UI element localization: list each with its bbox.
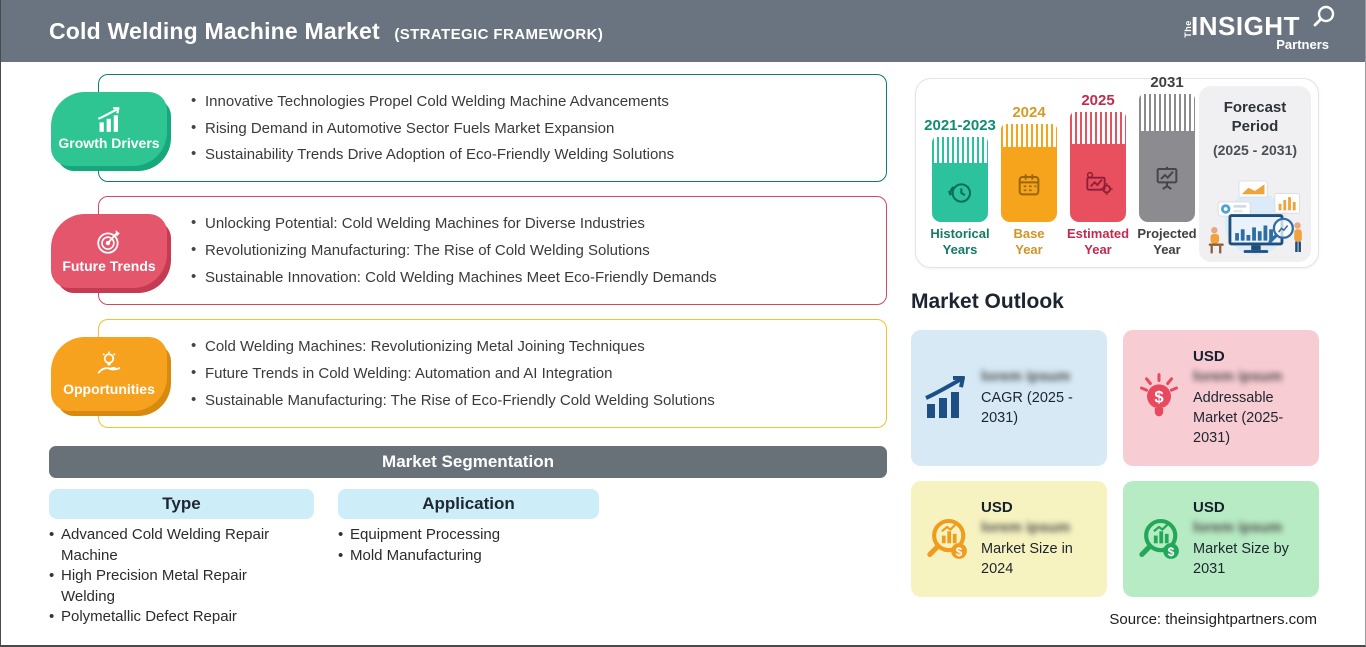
growth-chart-icon [94,107,124,133]
presentation-icon [1151,161,1183,193]
bar-stripe-cap [1139,94,1195,131]
market-magnifier-icon-orange [923,515,971,563]
estimate-chart-icon [1082,167,1114,199]
historical-years-bar [924,117,996,262]
timeline-panel [915,74,1319,268]
future-trend-bullet: • Revolutionizing Manufacturing: The Rise of Cold Welding Solutions [191,242,866,259]
forecast-period-panel [1199,86,1311,262]
market-segmentation-bar [49,446,887,478]
growth-driver-bullet: • Innovative Technologies Propel Cold Welding Machine Advancements [191,93,866,110]
market-size-2031-text [1193,499,1309,579]
application-segment-list [338,525,608,566]
bar-stripe-cap [932,137,988,163]
base-year-value: 2024 [1012,104,1046,121]
forecast-period-range: (2025 - 2031) [1212,142,1298,158]
segment-header-type [49,489,314,519]
cagr-card [911,330,1107,466]
future-trends-pill [51,214,167,288]
opportunities-box [98,319,887,428]
opportunity-bullet: • Sustainable Manufacturing: The Rise of Eco-Friendly Cold Welding Solutions [191,392,866,409]
opportunities-pill [51,337,167,411]
page-subtitle: (STRATEGIC FRAMEWORK) [394,25,604,43]
target-icon [94,228,124,256]
svg-text:$: $ [1167,545,1175,560]
addressable-market-card [1123,330,1319,466]
bar-stripe-cap [1070,112,1126,144]
market-size-2024-card [911,481,1107,597]
bar-body [1001,147,1057,222]
market-magnifier-icon-green [1135,515,1183,563]
bar-body [1070,144,1126,222]
type-segment-list [49,525,299,628]
timeline-bars [924,74,1197,262]
insight-partners-logo [1182,8,1335,54]
market-size-2031-label: Market Size by 2031 [1193,541,1289,577]
estimated-year-value: 2025 [1081,92,1115,109]
segment-header-application [338,489,599,519]
segment-header-type-label: Type [162,494,201,513]
future-trends-box [98,196,887,305]
cagr-card-text [981,368,1097,428]
historical-years-caption: Historical Years [930,226,990,257]
bar-stripe-cap [1001,124,1057,147]
magnifier-icon [1311,5,1337,31]
growth-drivers-label: Growth Drivers [58,135,160,151]
forecast-period-title: Forecast Period [1223,99,1287,135]
bar-chart-arrow-icon [923,376,971,420]
addressable-market-label: Addressable Market (2025-2031) [1193,390,1284,446]
currency-label: USD [981,499,1013,516]
analytics-illustration [1203,176,1307,258]
projected-year-value: 2031 [1150,74,1184,91]
opportunity-bullet: • Future Trends in Cold Welding: Automation and AI Integration [191,365,866,382]
svg-text:$: $ [955,545,963,560]
historical-years-value: 2021-2023 [924,117,996,134]
projected-year-caption: Projected Year [1137,226,1197,257]
header-bar [1,0,1365,62]
source-attribution: Source: theinsightpartners.com [1109,611,1317,628]
base-year-bar [999,104,1059,262]
redacted-value: lorem ipsum [1193,519,1283,536]
opportunities-label: Opportunities [63,381,155,397]
currency-label: USD [1193,499,1225,516]
market-size-2024-label: Market Size in 2024 [981,541,1073,577]
market-size-2024-text [981,499,1097,579]
currency-label: USD [1193,348,1225,365]
bar-body [1139,131,1195,222]
application-item: • Mold Manufacturing [338,546,608,567]
type-item: • High Precision Metal Repair Welding [49,566,299,607]
estimated-year-caption: Estimated Year [1066,226,1130,257]
idea-hand-icon [94,351,124,379]
redacted-value: lorem ipsum [1193,368,1283,385]
growth-drivers-box [98,74,887,182]
logo-the-text: The [1182,20,1193,38]
future-trend-bullet: • Unlocking Potential: Cold Welding Machines for Diverse Industries [191,215,866,232]
page-title-group [49,18,603,45]
segment-header-application-label: Application [422,494,515,513]
svg-text:$: $ [1154,387,1164,407]
type-item: • Advanced Cold Welding Repair Machine [49,525,299,566]
growth-driver-bullet: • Rising Demand in Automotive Sector Fuels Market Expansion [191,120,866,137]
estimated-year-bar [1068,92,1128,262]
redacted-value: lorem ipsum [981,519,1071,536]
base-year-caption: Base Year [1013,226,1045,257]
opportunity-bullet: • Cold Welding Machines: Revolutionizing Metal Joining Techniques [191,338,866,355]
type-item: • Polymetallic Defect Repair [49,607,299,628]
bar-body [932,163,988,222]
application-item: • Equipment Processing [338,525,608,546]
growth-drivers-pill [51,92,167,166]
projected-year-bar [1137,74,1197,262]
future-trend-bullet: • Sustainable Innovation: Cold Welding Machines Meet Eco-Friendly Demands [191,269,866,286]
growth-driver-bullet: • Sustainability Trends Drive Adoption of Eco-Friendly Welding Solutions [191,146,866,163]
clock-icon [944,177,976,209]
page-title: Cold Welding Machine Market [49,17,380,44]
future-trends-label: Future Trends [62,258,156,274]
dollar-bulb-icon [1135,373,1183,423]
logo-partners-text: Partners [1276,37,1329,52]
redacted-value: lorem ipsum [981,368,1071,385]
market-segmentation-title: Market Segmentation [382,452,554,471]
market-size-2031-card [1123,481,1319,597]
market-outlook-title: Market Outlook [911,290,1064,313]
calendar-icon [1013,169,1045,201]
addressable-market-text [1193,348,1309,448]
cagr-label: CAGR (2025 - 2031) [981,390,1073,426]
logo-insight-text: INSIGHT [1191,11,1300,41]
